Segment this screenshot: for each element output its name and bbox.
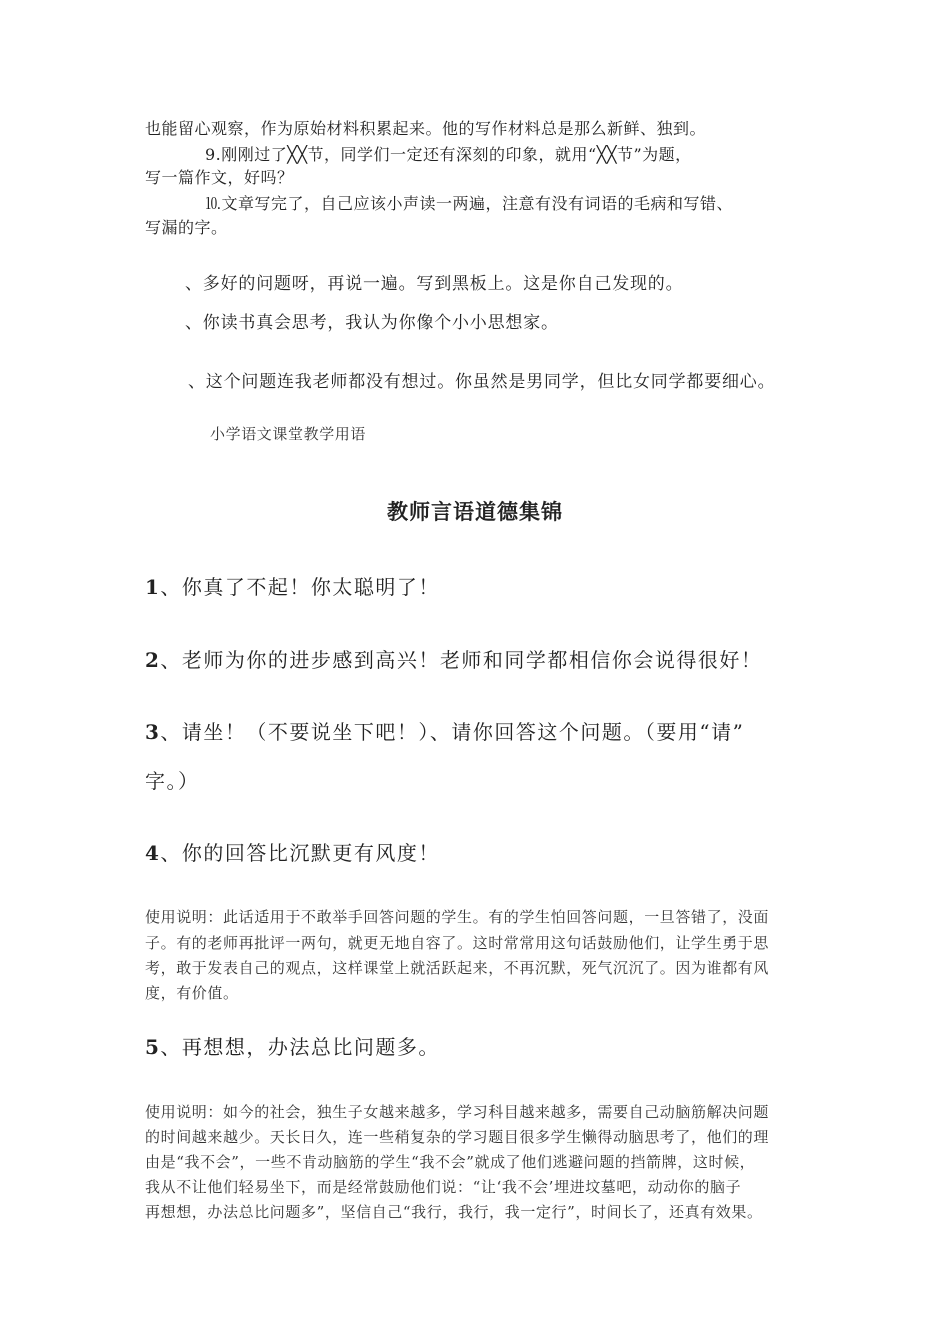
item-text: 、你真了不起！你太聪明了！ [160,575,440,599]
item-text: 、老师为你的进步感到高兴！老师和同学都相信你会说得很好！ [160,648,763,672]
item-number: 5 [145,1035,161,1059]
item-number: 4 [145,841,161,865]
usage-note-line: 考，敢于发表自己的观点，这样课堂上就活跃起来，不再沉默，死气沉沉了。因为谁都有风 [145,959,770,977]
item-number: 1 [145,575,161,599]
item-10-line-cont: 写漏的字。 [145,218,228,237]
list-item [145,837,440,866]
usage-note-line: 子。有的老师再批评一两句，就更无地自容了。这时常常用这句话鼓励他们，让学生勇于思 [145,934,770,952]
footer-note: 小学语文课堂教学用语 [210,425,367,443]
list-item [145,1031,440,1060]
item-9-line-cont: 写一篇作文，好吗？ [145,168,294,187]
item-9-line: 9.刚刚过了╳╳节，同学们一定还有深刻的印象，就用“╳╳节”为题， [205,145,692,164]
item-text: 、你的回答比沉默更有风度！ [160,841,440,865]
praise-line: 、多好的问题呀，再说一遍。写到黑板上。这是你自己发现的。 [185,274,684,294]
item-10-line: ⒑文章写完了，自己应该小声读一两遍，注意有没有词语的毛病和写错、 [205,194,734,213]
praise-line: 、这个问题连我老师都没有想过。你虽然是男同学，但比女同学都要细心。 [188,372,776,392]
intro-line: 也能留心观察，作为原始材料积累起来。他的写作材料总是那么新鲜、独到。 [145,119,707,138]
usage-note-line: 我从不让他们轻易坐下，而是经常鼓励他们说：“让‘我不会’埋进坟墓吧，动动你的脑子 [145,1178,742,1196]
item-number: 2 [145,648,161,672]
usage-note-line: 度，有价值。 [145,984,239,1002]
usage-note-line: 由是“我不会”，一些不肯动脑筋的学生“我不会”就成了他们逃避问题的挡箭牌，这时候， [145,1153,756,1171]
item-text: 、再想想，办法总比问题多。 [160,1035,440,1059]
praise-line: 、你读书真会思考，我认为你像个小小思想家。 [185,313,559,333]
list-item [145,716,744,745]
section-title: 教师言语道德集锦 [387,500,563,524]
item-number: 3 [145,720,161,744]
usage-note-line: 的时间越来越少。天长日久，连一些稍复杂的学习题目很多学生懒得动脑思考了，他们的理 [145,1128,770,1146]
usage-note-line: 再想想，办法总比问题多”，坚信自己“我行，我行，我一定行”，时间长了，还真有效果。 [145,1203,763,1221]
item-text-cont: 字。） [145,769,200,793]
item-text: 、请坐！（不要说坐下吧！）、请你回答这个问题。（要用“请” [160,720,745,744]
list-item [145,571,440,600]
usage-note-line: 使用说明：此话适用于不敢举手回答问题的学生。有的学生怕回答问题，一旦答错了，没面 [145,908,770,926]
usage-note-line: 使用说明：如今的社会，独生子女越来越多，学习科目越来越多，需要自己动脑筋解决问题 [145,1103,770,1121]
list-item [145,644,762,673]
